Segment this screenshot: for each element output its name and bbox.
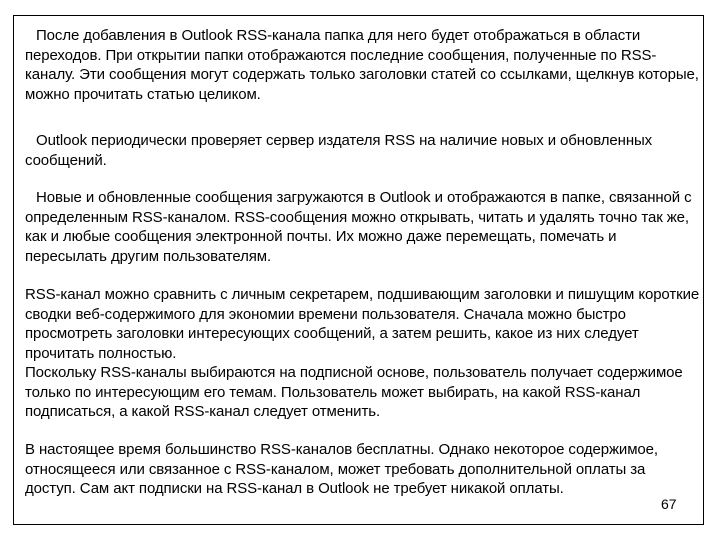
- paragraph-new-messages: Новые и обновленные сообщения загружаются в Outlook и отображаются в папке, связанной с определенным RSS-каналом. RSS-сообщения можно открывать, читать и удалять точно так же, как и любые сообщения электронной почты. Их можно даже перемещать, помечать и пересылать другим пользователям.: [25, 189, 692, 265]
- paragraph-free-channels: В настоящее время большинство RSS-каналов бесплатны. Однако некоторое содержимое, относящееся или связанное с RSS-каналом, может требовать дополнительной оплаты за доступ. Сам акт подписки на RSS-канал в Outlook не требует никакой оплаты.: [25, 441, 658, 497]
- paragraph-subscription: Поскольку RSS-каналы выбираются на подписной основе, пользователь получает содержимое только по интересующим его темам. Пользователь может выбирать, на какой RSS-канал подписаться, а какой RSS-канал следует отменить.: [25, 364, 683, 420]
- paragraph-outlook-check: Outlook периодически проверяет сервер издателя RSS на наличие новых и обновленных сообщений.: [25, 132, 653, 169]
- paragraph-secretary: RSS-канал можно сравнить с личным секретарем, подшивающим заголовки и пишущим короткие сводки веб-содержимого для экономии времени пользователя. Сначала можно быстро просмотреть заголовки интересующих сообщений, а затем решить, какое из них следует прочитать полностью.: [25, 286, 700, 362]
- page-number: 67: [661, 496, 677, 512]
- paragraph-rss-folder: После добавления в Outlook RSS-канала папка для него будет отображаться в области переходов. При открытии папки отображаются последние сообщения, полученные по RSS-каналу. Эти сообщения могут содержать только заголовки статей со ссылками, щелкнув которые, можно прочитать статью целиком.: [25, 27, 699, 103]
